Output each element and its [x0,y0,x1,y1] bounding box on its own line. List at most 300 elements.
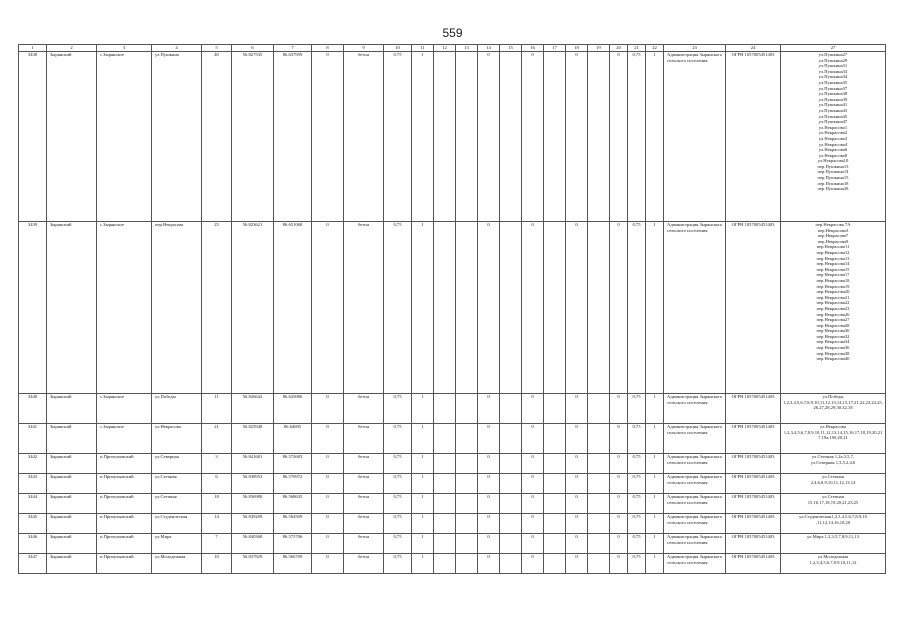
cell-owner: Администрация Зырянского сельского поселения [664,554,726,574]
cell-addresses [781,514,886,534]
address-line: ул.Молодежная [817,554,849,559]
cell-surface: бетон [344,474,384,494]
cell-num: 3441 [19,424,47,454]
cell-surface: бетон [344,222,384,394]
address-line: ул.Студенческая1,2,3,4,5,6,7,8,9,10 [799,514,867,519]
column-header: 18 [566,45,588,52]
cell-c11: 1 [412,424,434,454]
address-line: пер.Некрасова27 [816,317,850,323]
cell-lat: 56.827535 [232,52,274,222]
address-line: пер.Некрасова36 [816,345,850,351]
cell-c20: 0 [610,454,628,474]
cell-empty [544,454,566,474]
address-line: пер.Пушкина15 [817,175,849,181]
cell-house: 40 [202,52,232,222]
cell-empty [456,514,478,534]
cell-c16: 0 [522,494,544,514]
address-line: ул.Некрасова10 [817,158,849,164]
address-line: ул.Некрасова8 [818,152,848,158]
column-header: 12 [434,45,456,52]
cell-area: 0,75 [384,554,412,574]
table-row [19,514,886,534]
cell-c16: 0 [522,474,544,494]
address-line: ул.Пушкина43 [818,107,848,113]
cell-house: 6 [202,474,232,494]
cell-empty [456,424,478,454]
cell-lat: 56.840368 [232,534,274,554]
cell-owner: Администрация Зырянского сельского поселения [664,394,726,424]
cell-c21: 0,75 [628,534,646,554]
cell-c16: 0 [522,222,544,394]
cell-house: 7 [202,534,232,554]
cell-c18: 0 [566,222,588,394]
cell-c22: 1 [646,394,664,424]
address-line: пер.Некрасова14 [816,261,850,267]
cell-c11: 1 [412,454,434,474]
cell-empty [500,52,522,222]
column-header: 9 [344,45,384,52]
cell-c22: 1 [646,514,664,534]
cell-lat: 56.838953 [232,474,274,494]
cell-empty [500,534,522,554]
address-line: пер.Некрасова9 [817,238,849,244]
cell-house: 11 [202,394,232,424]
address-line: ул.Некрасова3 [818,135,848,141]
cell-c18: 0 [566,494,588,514]
column-header: 2 [47,45,97,52]
cell-street: пер.Некрасова [152,222,202,394]
cell-lon: 86.568635 [274,494,312,514]
address-line: ул.Победы [822,394,844,399]
address-line: ул.Мира 1,2,3,5,7,8,9,11,13 [807,534,859,539]
cell-district: Зырянский [47,52,97,222]
address-line: ул.Северная 1,3,5,2,4,6 [810,459,856,465]
table-row [19,52,886,222]
cell-empty [456,534,478,554]
cell-owner: Администрация Зырянского сельского поселения [664,424,726,454]
cell-c22: 1 [646,534,664,554]
cell-lon: 86.572683 [274,454,312,474]
cell-addresses [781,222,886,394]
address-line: пер.Пушкина14 [817,169,849,175]
cell-empty [456,474,478,494]
cell-empty [434,394,456,424]
cell-empty [544,534,566,554]
address-line: ул.Некрасова4 [818,141,848,147]
address-line: пер.Некрасова23 [816,305,850,311]
cell-area: 0,75 [384,454,412,474]
cell-c18: 0 [566,474,588,494]
cell-c11: 1 [412,394,434,424]
cell-c20: 0 [610,494,628,514]
cell-house: 10 [202,554,232,574]
cell-c22: 1 [646,554,664,574]
cell-area: 0,75 [384,514,412,534]
cell-c16: 0 [522,424,544,454]
cell-c16: 0 [522,454,544,474]
cell-c14: 0 [478,474,500,494]
cell-empty [544,474,566,494]
cell-lon: 86.575706 [274,534,312,554]
cell-owner: Администрация Зырянского сельского поселения [664,534,726,554]
address-line: ул.Пушкина39 [818,96,848,102]
cell-lon: 86.637959 [274,52,312,222]
page-number: 559 [442,26,463,40]
address-line: пер.Некрасова19 [816,283,850,289]
cell-ogrn: ОГРН 1057005451403 [726,222,781,394]
cell-surface: бетон [344,394,384,424]
cell-district: Зырянский [47,474,97,494]
cell-empty [544,222,566,394]
column-header: 27 [781,45,886,52]
data-table [18,44,886,574]
cell-empty [500,222,522,394]
address-line: 1,2,3,4,5,6,7,8,9,10,11,12,13,14,15,16,17,18,19,20,21 [783,429,883,435]
column-header: 17 [544,45,566,52]
cell-empty [588,222,610,394]
cell-addresses [781,554,886,574]
address-line: ул.Пушкина47 [818,119,848,125]
cell-num: 3440 [19,394,47,424]
address-line: пер.Некрасова 7А [815,222,851,227]
cell-lon: 86.570972 [274,474,312,494]
cell-c11: 1 [412,222,434,394]
cell-ogrn: ОГРН 1057005451403 [726,554,781,574]
address-line: пер.Некрасова11 [816,244,850,250]
cell-empty [544,494,566,514]
address-line: 7,19а,19б,20,21 [818,435,848,441]
address-line: пер.Некрасова12 [816,249,850,255]
cell-settlement: п.Причулымский [97,454,152,474]
cell-c21: 0,75 [628,52,646,222]
cell-house: 18 [202,494,232,514]
cell-surface: бетон [344,514,384,534]
cell-c22: 1 [646,52,664,222]
cell-empty [500,424,522,454]
cell-empty [588,394,610,424]
column-header: 14 [478,45,500,52]
cell-surface: бетон [344,424,384,454]
address-line: ул.Некрасова1 [818,124,848,130]
address-line: ул.Пушкина31 [818,63,848,69]
address-line: пер.Некрасова17 [816,272,850,278]
column-header: 22 [646,45,664,52]
cell-street: ул.Студенческая [152,514,202,534]
cell-c8: 0 [312,474,344,494]
header-row [19,45,886,52]
cell-num: 3442 [19,454,47,474]
cell-addresses [781,474,886,494]
cell-c14: 0 [478,494,500,514]
cell-street: ул.Мира [152,534,202,554]
cell-area: 0,75 [384,494,412,514]
cell-c14: 0 [478,554,500,574]
column-header: 1 [19,45,47,52]
cell-lon: 86.566709 [274,554,312,574]
address-line: пер.Пушкина28 [817,186,849,192]
cell-empty [456,454,478,474]
cell-empty [500,514,522,534]
cell-c21: 0,75 [628,394,646,424]
cell-c21: 0,75 [628,222,646,394]
cell-street: ул.Победы [152,394,202,424]
cell-c21: 0,75 [628,454,646,474]
cell-street: ул.Пушкина [152,52,202,222]
cell-empty [588,554,610,574]
column-header: 24 [726,45,781,52]
cell-empty [588,534,610,554]
cell-c16: 0 [522,394,544,424]
cell-settlement: с.Зырянское [97,394,152,424]
cell-empty [456,554,478,574]
cell-settlement: п.Причулымский [97,554,152,574]
cell-area: 0,75 [384,222,412,394]
column-header: 3 [97,45,152,52]
cell-area: 0,75 [384,424,412,454]
cell-c21: 0,75 [628,424,646,454]
address-line: ул.Пушкина27 [818,52,848,57]
cell-settlement: с.Зырянское [97,424,152,454]
cell-settlement: с.Зырянское [97,52,152,222]
cell-c21: 0,75 [628,514,646,534]
cell-lon: 86.564509 [274,514,312,534]
cell-ogrn: ОГРН 1057005451403 [726,454,781,474]
address-line: ул.Пушкина37 [818,85,848,91]
cell-num: 3446 [19,534,47,554]
cell-owner: Администрация Зырянского сельского поселения [664,454,726,474]
cell-empty [500,474,522,494]
cell-owner: Администрация Зырянского сельского поселения [664,474,726,494]
cell-c8: 0 [312,514,344,534]
cell-area: 0,75 [384,52,412,222]
cell-c8: 0 [312,424,344,454]
column-header: 20 [610,45,628,52]
cell-empty [588,474,610,494]
column-header: 6 [232,45,274,52]
cell-c20: 0 [610,222,628,394]
cell-empty [544,554,566,574]
cell-empty [500,554,522,574]
column-header: 4 [152,45,202,52]
address-line: пер.Некрасова40 [816,356,850,362]
cell-c22: 1 [646,474,664,494]
cell-surface: бетон [344,534,384,554]
cell-ogrn: ОГРН 1057005451403 [726,474,781,494]
cell-addresses [781,494,886,514]
cell-settlement: п.Причулымский [97,534,152,554]
cell-ogrn: ОГРН 1057005451403 [726,534,781,554]
cell-c8: 0 [312,454,344,474]
cell-c22: 1 [646,494,664,514]
address-line: пер.Некрасова38 [816,350,850,356]
cell-district: Зырянский [47,534,97,554]
cell-empty [588,454,610,474]
cell-c20: 0 [610,514,628,534]
cell-c16: 0 [522,52,544,222]
column-header: 21 [628,45,646,52]
cell-settlement: п.Причулымский [97,514,152,534]
cell-num: 3444 [19,494,47,514]
cell-c18: 0 [566,454,588,474]
cell-surface: бетон [344,494,384,514]
cell-c14: 0 [478,52,500,222]
cell-empty [434,494,456,514]
cell-addresses [781,394,886,424]
address-line: ул.Пушкина34 [818,74,848,80]
cell-c8: 0 [312,534,344,554]
address-line: пер.Некрасова28 [816,322,850,328]
cell-c20: 0 [610,52,628,222]
cell-district: Зырянский [47,454,97,474]
address-line: ул.Пушкина45 [818,113,848,119]
cell-c8: 0 [312,394,344,424]
address-line: 1,2,3,4,5,6,7,8,9,10,11,12 [809,559,857,565]
cell-ogrn: ОГРН 1057005451403 [726,424,781,454]
address-line: пер.Некрасова21 [816,294,850,300]
address-line: пер.Некрасова32 [816,333,850,339]
address-line: пер.Некрасова26 [816,311,850,317]
cell-lat: 56.825948 [232,424,274,454]
cell-empty [544,424,566,454]
cell-c14: 0 [478,454,500,474]
cell-num: 3447 [19,554,47,574]
cell-area: 0,75 [384,394,412,424]
cell-settlement: п.Причулымский [97,474,152,494]
cell-c8: 0 [312,494,344,514]
cell-lat: 56.826642 [232,394,274,424]
cell-num: 3438 [19,52,47,222]
cell-c18: 0 [566,424,588,454]
cell-c8: 0 [312,222,344,394]
address-line: ул.Некрасова [820,424,846,429]
address-line: пер.Некрасова34 [816,339,850,345]
cell-c11: 1 [412,494,434,514]
cell-c20: 0 [610,554,628,574]
cell-c21: 0,75 [628,554,646,574]
address-line: пер.Пушкина18 [817,180,849,186]
address-line: ул.Степная [822,474,844,479]
table-row [19,424,886,454]
cell-c18: 0 [566,514,588,534]
cell-c16: 0 [522,514,544,534]
cell-street: ул.Степная [152,474,202,494]
cell-district: Зырянский [47,514,97,534]
column-header: 19 [588,45,610,52]
address-line: пер.Некрасова13 [816,255,850,261]
cell-c18: 0 [566,394,588,424]
cell-lat: 56.841681 [232,454,274,474]
address-line: пер.Некрасова15 [816,266,850,272]
cell-empty [500,394,522,424]
cell-empty [588,514,610,534]
table-row [19,474,886,494]
cell-c11: 1 [412,52,434,222]
address-line: пер.Некрасова7 [817,233,849,239]
column-header: 5 [202,45,232,52]
cell-district: Зырянский [47,222,97,394]
cell-c16: 0 [522,554,544,574]
cell-num: 3443 [19,474,47,494]
cell-lon: 86.645086 [274,394,312,424]
cell-empty [434,474,456,494]
cell-ogrn: ОГРН 1057005451403 [726,494,781,514]
cell-district: Зырянский [47,554,97,574]
cell-c22: 1 [646,222,664,394]
cell-c8: 0 [312,52,344,222]
cell-c11: 1 [412,554,434,574]
address-line: ,11,12,14,16,18,20 [815,519,851,525]
column-header: 16 [522,45,544,52]
cell-empty [434,514,456,534]
cell-empty [434,424,456,454]
cell-owner: Администрация Зырянского сельского поселения [664,222,726,394]
cell-empty [456,394,478,424]
cell-c16: 0 [522,534,544,554]
cell-empty [434,52,456,222]
address-line: 15,16,17,18,19,20,21,23,25 [807,499,859,505]
cell-surface: бетон [344,554,384,574]
cell-c22: 1 [646,424,664,454]
cell-lon: 86.651068 [274,222,312,394]
address-line: пер.Некрасова20 [816,289,850,295]
cell-empty [544,52,566,222]
cell-ogrn: ОГРН 1057005451403 [726,514,781,534]
address-line: ул.Степная [822,494,844,499]
cell-empty [434,454,456,474]
cell-empty [588,424,610,454]
cell-c20: 0 [610,474,628,494]
cell-c8: 0 [312,554,344,574]
cell-area: 0,75 [384,474,412,494]
cell-lat: 56.823621 [232,222,274,394]
cell-empty [434,222,456,394]
cell-surface: бетон [344,454,384,474]
cell-ogrn: ОГРН 1057005451403 [726,394,781,424]
cell-addresses [781,424,886,454]
cell-settlement: п.Причулымский [97,494,152,514]
cell-settlement: с.Зырянское [97,222,152,394]
cell-c20: 0 [610,534,628,554]
address-line: пер.Некрасова22 [816,300,850,306]
cell-house: 3 [202,454,232,474]
cell-num: 3445 [19,514,47,534]
table-row [19,534,886,554]
cell-street: ул.Северная [152,454,202,474]
cell-owner: Администрация Зырянского сельского поселения [664,514,726,534]
table-row [19,554,886,574]
address-line: ул.Пушкина29 [818,57,848,63]
cell-empty [544,514,566,534]
cell-c14: 0 [478,514,500,534]
column-header: 11 [412,45,434,52]
cell-owner: Администрация Зырянского сельского поселения [664,494,726,514]
cell-house: 25 [202,222,232,394]
cell-surface: бетон [344,52,384,222]
table-row [19,494,886,514]
cell-lat: 56.837829 [232,554,274,574]
cell-empty [434,534,456,554]
cell-num: 3439 [19,222,47,394]
cell-street: ул.Молодежная [152,554,202,574]
cell-c20: 0 [610,424,628,454]
column-header: 15 [500,45,522,52]
cell-c21: 0,75 [628,494,646,514]
address-line: пер.Некрасова3 [817,227,849,233]
cell-addresses [781,534,886,554]
address-line: ул.Пушкина33 [818,68,848,74]
cell-c14: 0 [478,394,500,424]
cell-lon: 86.64695 [274,424,312,454]
